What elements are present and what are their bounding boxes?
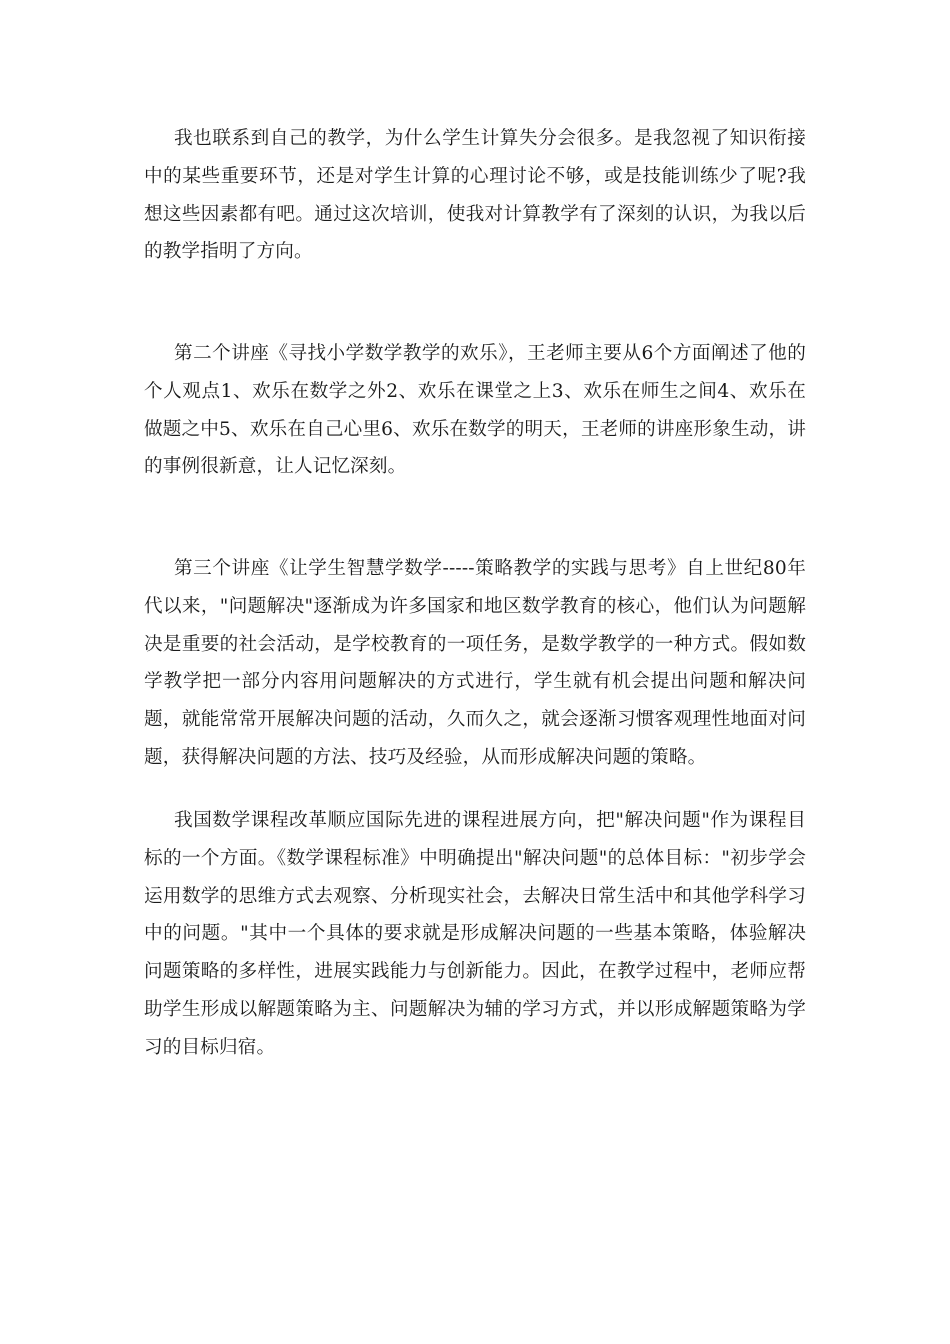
paragraph-third-lecture: 第三个讲座《让学生智慧学数学-----策略教学的实践与思考》自上世纪80年代以来，"问题解决"逐渐成为许多国家和地区数学教育的核心，他们认为问题解决是重要的社会活动，是学校教育的一项任务，是数学教学的一种方式。假如数学教学把一部分内容用问题解决的方式进行，学生就有机会提出问题和解决问题，就能常常开展解决问题的活动，久而久之，就会逐渐习惯客观理性地面对问题，获得解决问题的方法、技巧及经验，从而形成解决问题的策略。: [144, 558, 806, 768]
paragraph-second-lecture: 第二个讲座《寻找小学数学教学的欢乐》，王老师主要从6个方面阐述了他的个人观点1、欢乐在数学之外2、欢乐在课堂之上3、欢乐在师生之间4、欢乐在做题之中5、欢乐在自己心里6、欢乐在数学的明天，王老师的讲座形象生动，讲的事例很新意，让人记忆深刻。: [144, 343, 806, 478]
paragraph-calculation-teaching: 我也联系到自己的教学，为什么学生计算失分会很多。是我忽视了知识衔接中的某些重要环节，还是对学生计算的心理讨论不够，或是技能训练少了呢?我想这些因素都有吧。通过这次培训，使我对计算教学有了深刻的认识，为我以后的教学指明了方向。: [144, 128, 806, 263]
paragraph-curriculum-reform: 我国数学课程改革顺应国际先进的课程进展方向，把"解决问题"作为课程目标的一个方面。《数学课程标准》中明确提出"解决问题"的总体目标："初步学会运用数学的思维方式去观察、分析现实社会，去解决日常生活中和其他学科学习中的问题。"其中一个具体的要求就是形成解决问题的一些基本策略，体验解决问题策略的多样性，进展实践能力与创新能力。因此，在教学过程中，老师应帮助学生形成以解题策略为主、问题解决为辅的学习方式，并以形成解题策略为学习的目标归宿。: [144, 810, 806, 1058]
